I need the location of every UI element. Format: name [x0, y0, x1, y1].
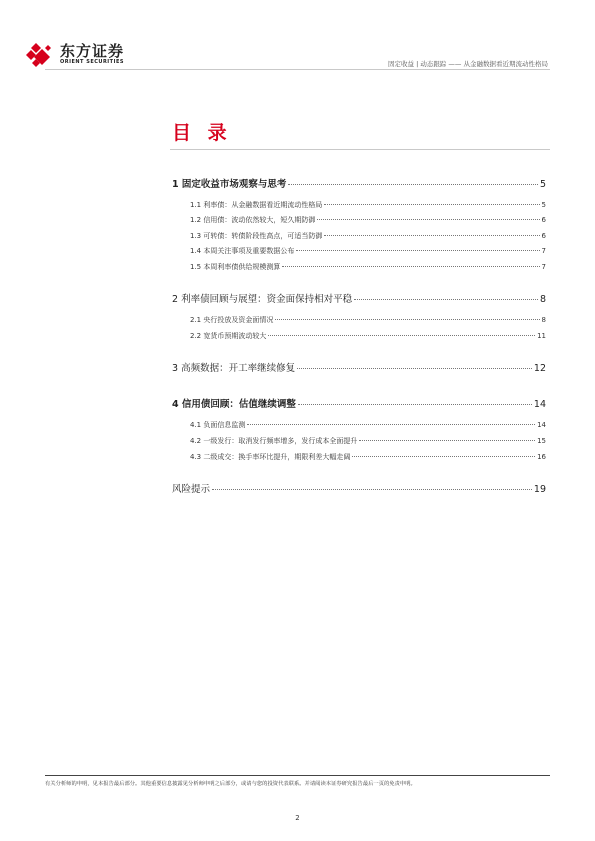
toc-entry-label: 1.5 本周利率债供给规模测算	[190, 263, 281, 271]
brand-name-en: ORIENT SECURITIES	[60, 59, 124, 65]
toc-entry-1-2[interactable]	[190, 215, 546, 225]
page-number: 2	[295, 814, 300, 822]
toc-entry-4-1[interactable]	[190, 420, 546, 430]
toc-entry-4-3[interactable]	[190, 452, 546, 462]
toc-leader-dots	[324, 235, 539, 236]
toc-entry-2-1[interactable]	[190, 315, 546, 325]
toc-entry-4-2[interactable]	[190, 436, 546, 446]
toc-entry-page: 16	[537, 453, 546, 461]
toc-entry-label: 1.1 利率债：从金融数据看近期流动性格局	[190, 201, 323, 209]
toc-entry-page: 11	[537, 332, 546, 340]
brand-name-cn: 东方证券	[60, 42, 125, 60]
footer-disclaimer: 有关分析师的申明，见本报告最后部分。其他重要信息披露见分析师申明之后部分，或请与您的投资代表联系。并请阅读本证券研究报告最后一页的免责申明。	[45, 781, 416, 787]
toc-entry-page: 8	[541, 316, 546, 324]
toc-entry-page: 7	[541, 263, 546, 271]
toc-leader-dots	[324, 204, 539, 205]
toc-entry-2-2[interactable]	[190, 331, 546, 341]
toc-entry-label: 4 信用债回顾：估值继续调整	[172, 399, 296, 410]
header-breadcrumb: 固定收益 | 动态跟踪 —— 从金融数据看近期流动性格局	[388, 60, 548, 68]
header-divider	[45, 69, 550, 70]
toc-leader-dots	[297, 368, 532, 369]
toc-entry-page: 7	[541, 247, 546, 255]
toc-entry-label: 1 固定收益市场观察与思考	[172, 179, 287, 190]
toc-entry-page: 12	[533, 363, 546, 374]
toc-entry-page: 6	[541, 232, 546, 240]
toc-leader-dots	[282, 266, 539, 267]
toc-entry-risk[interactable]	[172, 481, 546, 495]
toc-leader-dots	[296, 250, 539, 251]
toc-leader-dots	[212, 489, 532, 490]
toc-entry-page: 14	[533, 399, 546, 410]
toc-entry-label: 2 利率债回顾与展望：资金面保持相对平稳	[172, 294, 353, 305]
toc-entry-page: 5	[539, 179, 546, 190]
toc-entry-label: 1.3 可转债：转债阶段性高点，可适当防御	[190, 232, 323, 240]
toc-leader-dots	[247, 424, 535, 425]
toc-entry-section-4[interactable]	[172, 396, 546, 410]
toc-entry-page: 15	[537, 437, 546, 445]
toc-leader-dots	[317, 219, 539, 220]
toc-entry-section-1[interactable]	[172, 176, 546, 190]
toc-entry-label: 4.1 负面信息监测	[190, 421, 246, 429]
company-logo	[26, 40, 166, 70]
toc-entry-section-3[interactable]	[172, 360, 546, 374]
toc-leader-dots	[352, 456, 535, 457]
toc-leader-dots	[354, 299, 538, 300]
toc-entry-label: 1.2 信用债：波动依然较大，短久期防御	[190, 216, 316, 224]
toc-entry-label: 1.4 本周关注事项及重要数据公布	[190, 247, 295, 255]
toc-entry-label: 2.1 央行投放及资金面情况	[190, 316, 274, 324]
toc-entry-page: 6	[541, 216, 546, 224]
toc-entry-label: 风险提示	[172, 484, 211, 495]
toc-entry-1-3[interactable]	[190, 231, 546, 241]
toc-entry-page: 14	[537, 421, 546, 429]
toc-entry-label: 4.3 二级成交：换手率环比提升，期限利差大幅走阔	[190, 453, 351, 461]
toc-entry-1-5[interactable]	[190, 262, 546, 272]
footer-divider	[45, 775, 550, 776]
toc-leader-dots	[298, 404, 532, 405]
toc-leader-dots	[288, 184, 538, 185]
toc-entry-label: 4.2 一级发行：取消发行频率增多，发行成本全面提升	[190, 437, 358, 445]
toc-entry-label: 2.2 宽货币预期波动较大	[190, 332, 267, 340]
toc-entry-1-1[interactable]	[190, 200, 546, 210]
toc-leader-dots	[275, 319, 539, 320]
orient-logo-icon	[26, 40, 56, 70]
toc-leader-dots	[359, 440, 535, 441]
toc-entry-label: 3 高频数据：开工率继续修复	[172, 363, 296, 374]
toc-entry-1-4[interactable]	[190, 246, 546, 256]
page-header	[0, 0, 595, 70]
toc-title: 目 录	[172, 122, 232, 144]
toc-leader-dots	[268, 335, 535, 336]
toc-entry-section-2[interactable]	[172, 291, 546, 305]
toc-title-divider	[170, 149, 550, 150]
toc-entry-page: 19	[533, 484, 546, 495]
toc-entry-page: 8	[539, 294, 546, 305]
toc-entry-page: 5	[541, 201, 546, 209]
